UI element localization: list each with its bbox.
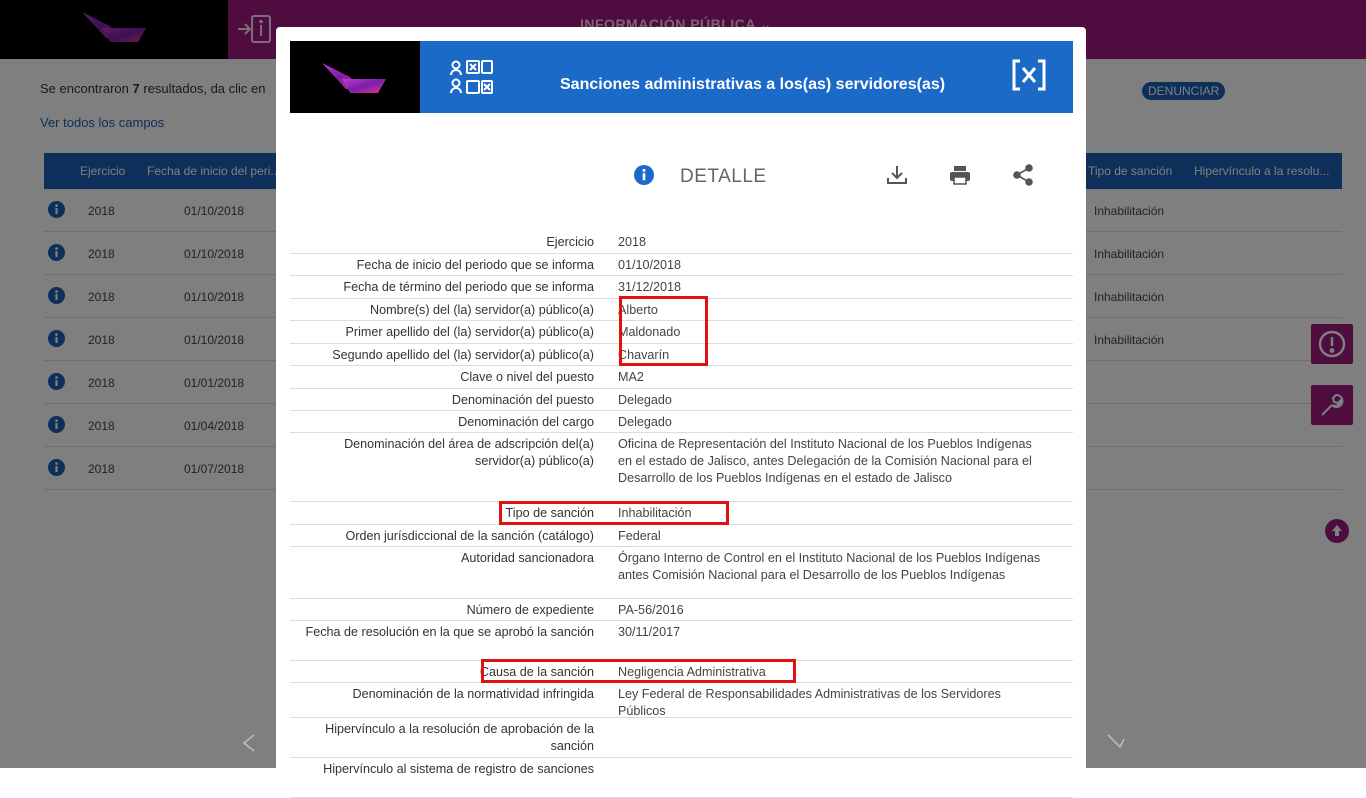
field-value: Ley Federal de Responsabilidades Administrativas de los Servidores Públicos bbox=[618, 687, 1001, 718]
detail-table bbox=[290, 231, 1073, 798]
field-value: Maldonado bbox=[618, 325, 681, 339]
field-label: Tipo de sanción bbox=[505, 506, 594, 520]
field-value: Inhabilitación bbox=[618, 506, 692, 520]
detail-row bbox=[290, 299, 1073, 321]
field-value: 2018 bbox=[618, 235, 647, 249]
detail-row bbox=[290, 254, 1073, 276]
detail-row bbox=[290, 389, 1073, 411]
field-label: Número de expediente bbox=[466, 603, 594, 617]
grid-icon bbox=[448, 59, 494, 97]
detail-row bbox=[290, 411, 1073, 433]
field-label: Primer apellido del (la) servidor(a) público(a) bbox=[345, 325, 594, 339]
close-icon[interactable] bbox=[1012, 59, 1046, 91]
field-label: Denominación del puesto bbox=[451, 393, 594, 407]
detail-row bbox=[290, 661, 1073, 683]
detail-modal bbox=[276, 27, 1086, 776]
detail-label: DETALLE bbox=[680, 166, 767, 187]
detail-row bbox=[290, 547, 1073, 599]
field-value bbox=[608, 758, 1073, 797]
detail-row bbox=[290, 276, 1073, 299]
detail-row bbox=[290, 718, 1073, 758]
field-label: Fecha de resolución en la que se aprobó la sanción bbox=[305, 625, 594, 639]
detail-row bbox=[290, 231, 1073, 254]
field-value: Federal bbox=[618, 529, 661, 543]
chevron-right-icon[interactable] bbox=[1106, 733, 1126, 753]
field-label: Orden jurísdiccional de la sanción (catálogo) bbox=[345, 529, 594, 543]
detail-row bbox=[290, 433, 1073, 502]
logo-icon bbox=[320, 59, 388, 95]
detail-row bbox=[290, 366, 1073, 389]
download-icon[interactable] bbox=[886, 164, 908, 186]
detail-toolbar bbox=[290, 157, 1073, 193]
field-value: Chavarín bbox=[618, 348, 670, 362]
print-icon[interactable] bbox=[949, 164, 971, 186]
detail-row bbox=[290, 502, 1073, 525]
detail-row bbox=[290, 344, 1073, 366]
detail-row bbox=[290, 321, 1073, 344]
field-label: Fecha de inicio del periodo que se informa bbox=[356, 258, 594, 272]
detail-row bbox=[290, 599, 1073, 621]
modal-logo bbox=[290, 41, 420, 113]
field-value: 01/10/2018 bbox=[618, 258, 682, 272]
field-label: Segundo apellido del (la) servidor(a) público(a) bbox=[332, 348, 594, 362]
field-label: Denominación del cargo bbox=[458, 415, 594, 429]
field-value: MA2 bbox=[618, 370, 644, 384]
field-label: Ejercicio bbox=[546, 235, 594, 249]
field-label: Fecha de término del periodo que se informa bbox=[343, 280, 594, 294]
share-icon[interactable] bbox=[1012, 164, 1034, 186]
field-value: 31/12/2018 bbox=[618, 280, 682, 294]
field-label: Hipervínculo al sistema de registro de sanciones bbox=[323, 762, 594, 776]
field-value: Delegado bbox=[618, 415, 672, 429]
detail-row bbox=[290, 525, 1073, 547]
modal-header bbox=[290, 41, 1073, 113]
field-value bbox=[608, 718, 1073, 757]
field-value: Alberto bbox=[618, 303, 658, 317]
chevron-left-icon[interactable] bbox=[238, 733, 258, 753]
field-label: Autoridad sancionadora bbox=[460, 551, 594, 565]
detail-row bbox=[290, 758, 1073, 798]
detail-row bbox=[290, 621, 1073, 661]
field-label: Causa de la sanción bbox=[479, 665, 594, 679]
field-value: 30/11/2017 bbox=[618, 625, 681, 639]
field-label: Hipervínculo a la resolución de aprobación de la sanción bbox=[325, 722, 594, 753]
detail-row bbox=[290, 683, 1073, 718]
field-label: Clave o nivel del puesto bbox=[460, 370, 594, 384]
field-label: Denominación del área de adscripción del(a) servidor(a) público(a) bbox=[344, 437, 594, 468]
field-value: Delegado bbox=[618, 393, 672, 407]
field-value: Negligencia Administrativa bbox=[618, 665, 766, 679]
field-label: Nombre(s) del (la) servidor(a) público(a) bbox=[370, 303, 594, 317]
field-value: PA-56/2016 bbox=[618, 603, 684, 617]
field-label: Denominación de la normatividad infringida bbox=[352, 687, 594, 701]
field-value: Oficina de Representación del Instituto Nacional de los Pueblos Indígenas en el estado de Jalisco, antes Delegación de la Comisión Nacional para el Desarrollo de los Pueblos Indígenas en el estado de Jalisco bbox=[618, 437, 1032, 485]
field-value: Órgano Interno de Control en el Instituto Nacional de los Pueblos Indígenas antes Comisión Nacional para el Desarrollo de los Pueblos Indígenas bbox=[618, 551, 1041, 582]
modal-title: Sanciones administrativas a los(as) servidores(as) bbox=[560, 76, 946, 93]
info-icon bbox=[634, 165, 654, 185]
